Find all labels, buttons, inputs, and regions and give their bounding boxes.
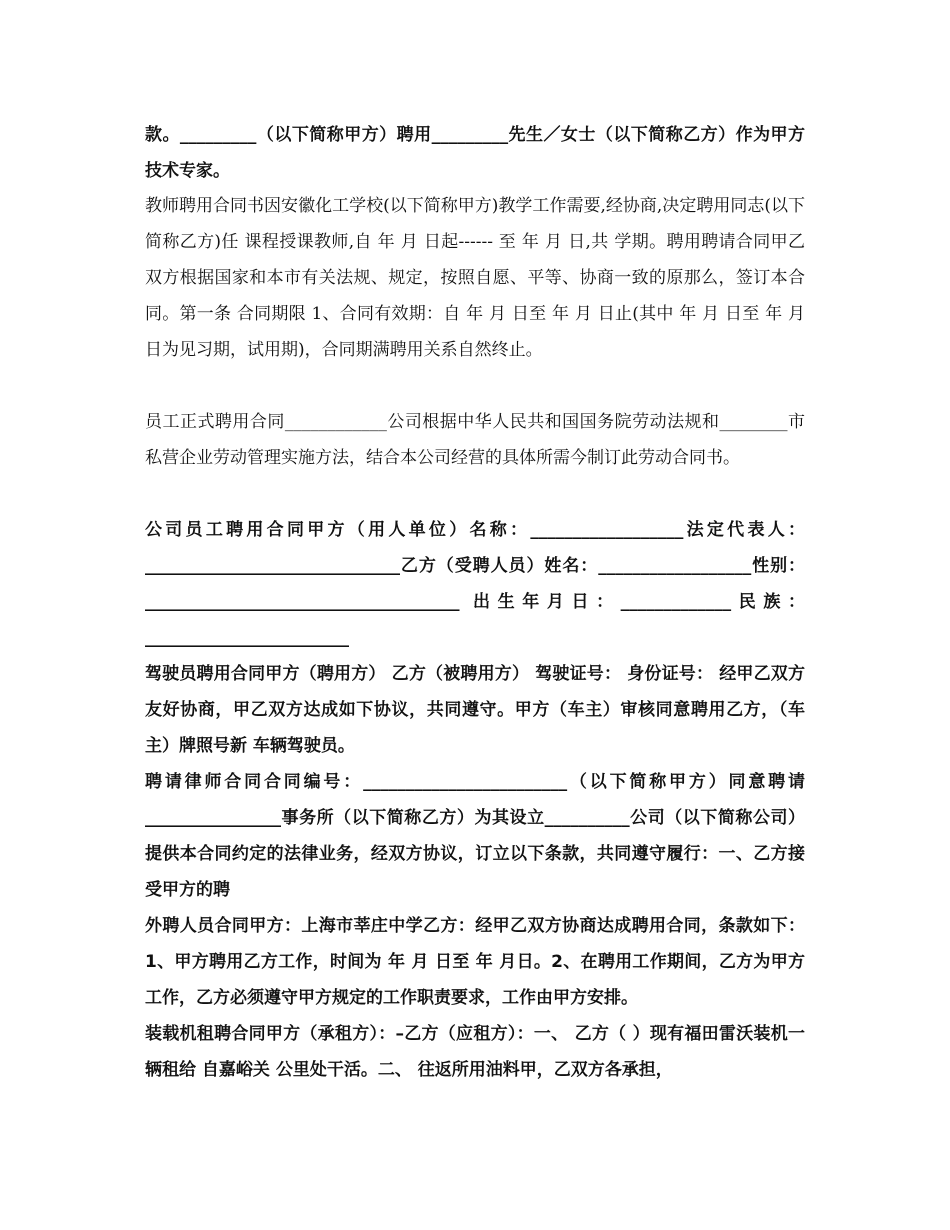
paragraph-loader-rental-contract: 装载机租聘合同甲方（承租方）：–乙方（应租方）：一、 乙方（ ）现有福田雷沃装机一辆租给 自嘉峪关 公里处干活。二、 往返所用油料甲，乙双方各承担， <box>145 1024 805 1080</box>
paragraph-external-staff-contract: 外聘人员合同甲方：上海市莘庄中学乙方：经甲乙双方协商达成聘用合同，条款如下：1、甲方聘用乙方工作，时间为 年 月 日至 年 月日。2、在聘用工作期间，乙方为甲方工作，乙方必须遵守甲方规定的工作职责要求，工作由甲方安排。 <box>145 916 805 1008</box>
paragraph-driver-contract: 驾驶员聘用合同甲方（聘用方） 乙方（被聘用方） 驾驶证号： 身份证号： 经甲乙双方友好协商，甲乙双方达成如下协议，共同遵守。甲方（车主）审核同意聘用乙方，（车主）牌照号新 车辆驾驶员。 <box>145 664 805 756</box>
paragraph-teacher-contract: 教师聘用合同书因安徽化工学校(以下简称甲方)教学工作需要,经协商,决定聘用同志(以下简称乙方)任 课程授课教师,自 年 月 日起------ 至 年 月 日,共 学期。聘用聘请合同甲乙双方根据国家和本市有关法规、规定，按照自愿、平等、协商一致的原那么，签订本合同。第一条 合同期限 1、合同有效期：自 年 月 日至 年 月 日止(其中 年 月 日至 年 月 日为见习期，试用期)，合同期满聘用关系自然终止。 <box>145 196 805 360</box>
paragraph-lawyer-contract: 聘请律师合同合同编号：________________________（以下简称甲方）同意聘请________________事务所（以下简称乙方）为其设立__________公司（以下简称公司）提供本合同约定的法律业务，经双方协议，订立以下条款，共同遵守履行：一、乙方接受甲方的聘 <box>145 772 805 900</box>
paragraph-tech-expert: 款。_________（以下简称甲方）聘用_________先生／女士（以下简称乙方）作为甲方技术专家。 <box>145 125 805 181</box>
paragraph-company-employee-contract: 公司员工聘用合同甲方（用人单位）名称：__________________法定代表人：______________________________乙方（受聘人员）姓名：__________________性别：_____________________________________ 出生年月日：_____________民族：________________________ <box>145 520 805 648</box>
paragraph-employee-contract: 员工正式聘用合同____________公司根据中华人民共和国国务院劳动法规和________市私营企业劳动管理实施方法，结合本公司经营的具体所需今制订此劳动合同书。 <box>145 412 805 468</box>
